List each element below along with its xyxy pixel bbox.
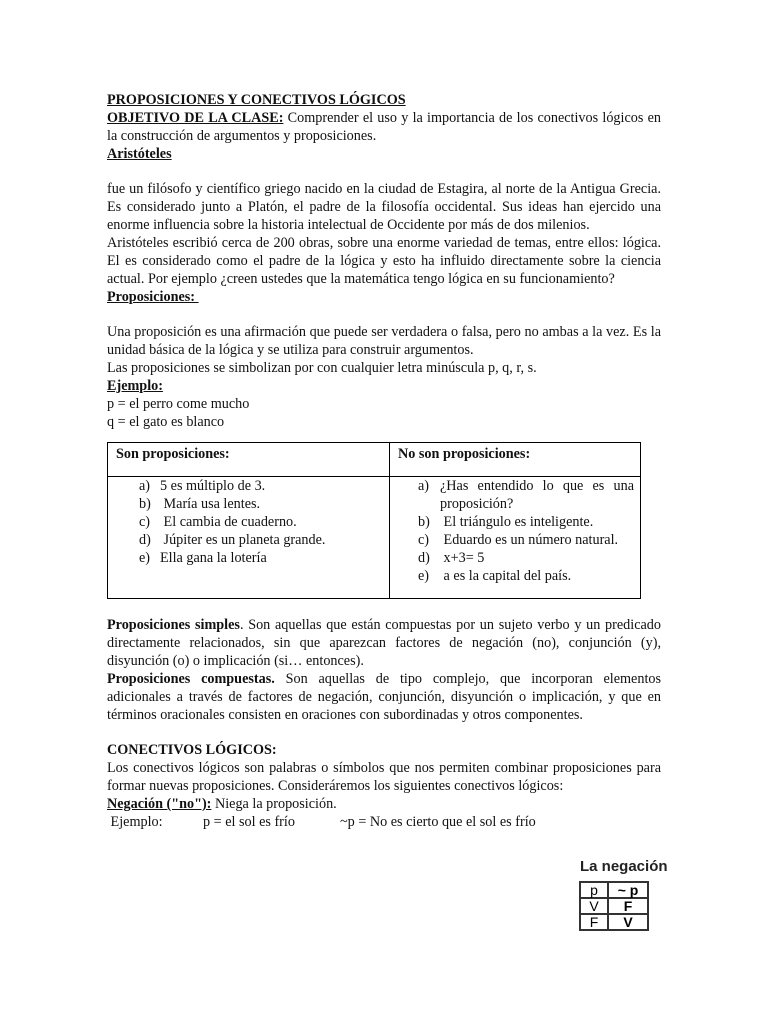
objective-text: Comprender el uso y la importancia de los conectivos lógicos en la construcción de argumentos y proposiciones. (107, 110, 661, 144)
truth-table-cell: V (580, 898, 608, 914)
list-item: e) Ella gana la lotería (139, 550, 267, 566)
simples-paragraph (107, 616, 661, 670)
negacion-example-neg: ~p = No es cierto que el sol es frío (340, 814, 536, 830)
truth-table-cell: V (608, 914, 648, 930)
negation-truth-table-figure (579, 858, 671, 931)
truth-table-header-not-p: ~ p (608, 882, 648, 898)
no-son-proposiciones-cell (390, 477, 641, 599)
compuestas-label: Proposiciones compuestas. (107, 671, 275, 687)
simples-label: Proposiciones simples (107, 617, 240, 633)
compuestas-paragraph (107, 670, 661, 724)
document-page (107, 91, 661, 831)
table-header-no-son: No son proposiciones: (390, 443, 641, 477)
negacion-label: Negación ("no"): (107, 796, 212, 812)
list-item: b) El triángulo es inteligente. (418, 514, 594, 530)
conectivos-paragraph: Los conectivos lógicos son palabras o símbolos que nos permiten combinar proposiciones para formar nuevas proposiciones. Consideráremos los siguientes conectivos lógicos: (107, 760, 661, 794)
son-proposiciones-list (108, 477, 389, 567)
list-item: c) Eduardo es un número natural. (418, 532, 619, 548)
truth-table-header-p: p (580, 882, 608, 898)
negacion-example-line (107, 813, 661, 831)
negacion-example-p: p = el sol es frío (203, 814, 295, 830)
ejemplo-label: Ejemplo: (107, 378, 163, 394)
negation-truth-table (579, 881, 649, 931)
list-item: b) María usa lentes. (139, 496, 261, 512)
page-title: PROPOSICIONES Y CONECTIVOS LÓGICOS (107, 92, 406, 108)
negation-figure-title: La negación (580, 858, 668, 875)
son-proposiciones-cell (108, 477, 390, 599)
ejemplo-p: p = el perro come mucho (107, 396, 250, 412)
negacion-text: Niega la proposición. (211, 796, 337, 812)
aristoteles-paragraph-2: Aristóteles escribió cerca de 200 obras, sobre una enorme variedad de temas, entre ellos: lógica. El es considerado como el padre de la lógica y esto ha influido directamente sobre la ciencia actual. Por ejemplo ¿creen ustedes que la matemática tengo lógica en su funcionamiento? (107, 235, 661, 287)
list-item: a) ¿Has entendido lo que es una proposición? (418, 478, 634, 512)
table-header-son: Son proposiciones: (108, 443, 390, 477)
simples-text: . Son aquellas que están compuestas por un sujeto verbo y un predicado directamente relacionados, sin que aparezcan factores de negación (no), conjunción (y), disyunción (o) o implicación (si… entonces). (107, 617, 661, 669)
objective-paragraph (107, 109, 661, 145)
list-item: d) x+3= 5 (418, 550, 485, 566)
list-item: c) El cambia de cuaderno. (139, 514, 297, 530)
negacion-line (107, 795, 661, 813)
aristoteles-paragraph-1: fue un filósofo y científico griego nacido en la ciudad de Estagira, al norte de la Antigua Grecia. Es considerado junto a Platón, el padre de la filosofía occidental. Sus ideas han ejercido una enorme influencia sobre la historia intelectual de Occidente por más de dos milenios. (107, 181, 661, 233)
aristoteles-heading: Aristóteles (107, 146, 172, 162)
propositions-table (107, 442, 641, 599)
proposiciones-paragraph-2: Las proposiciones se simbolizan por con cualquier letra minúscula p, q, r, s. (107, 360, 537, 376)
conectivos-heading: CONECTIVOS LÓGICOS: (107, 742, 277, 758)
list-item: d) Júpiter es un planeta grande. (139, 532, 326, 548)
list-item: e) a es la capital del país. (418, 568, 572, 584)
list-item: a) 5 es múltiplo de 3. (139, 478, 266, 494)
truth-table-cell: F (608, 898, 648, 914)
proposiciones-heading: Proposiciones: (107, 289, 199, 305)
no-son-proposiciones-list (390, 477, 640, 585)
truth-table-cell: F (580, 914, 608, 930)
negacion-example-label: Ejemplo: (107, 814, 163, 830)
proposiciones-paragraph-1: Una proposición es una afirmación que puede ser verdadera o falsa, pero no ambas a la vez. Es la unidad básica de la lógica y se utiliza para construir argumentos. (107, 324, 661, 358)
compuestas-text: Son aquellas de tipo complejo, que incorporan elementos adicionales a través de factores de negación, conjunción, disyunción o implicación, y que en términos oracionales consisten en oraciones con subordinadas y otros componentes. (107, 671, 662, 723)
objective-label: OBJETIVO DE LA CLASE: (107, 110, 284, 126)
ejemplo-q: q = el gato es blanco (107, 414, 225, 430)
